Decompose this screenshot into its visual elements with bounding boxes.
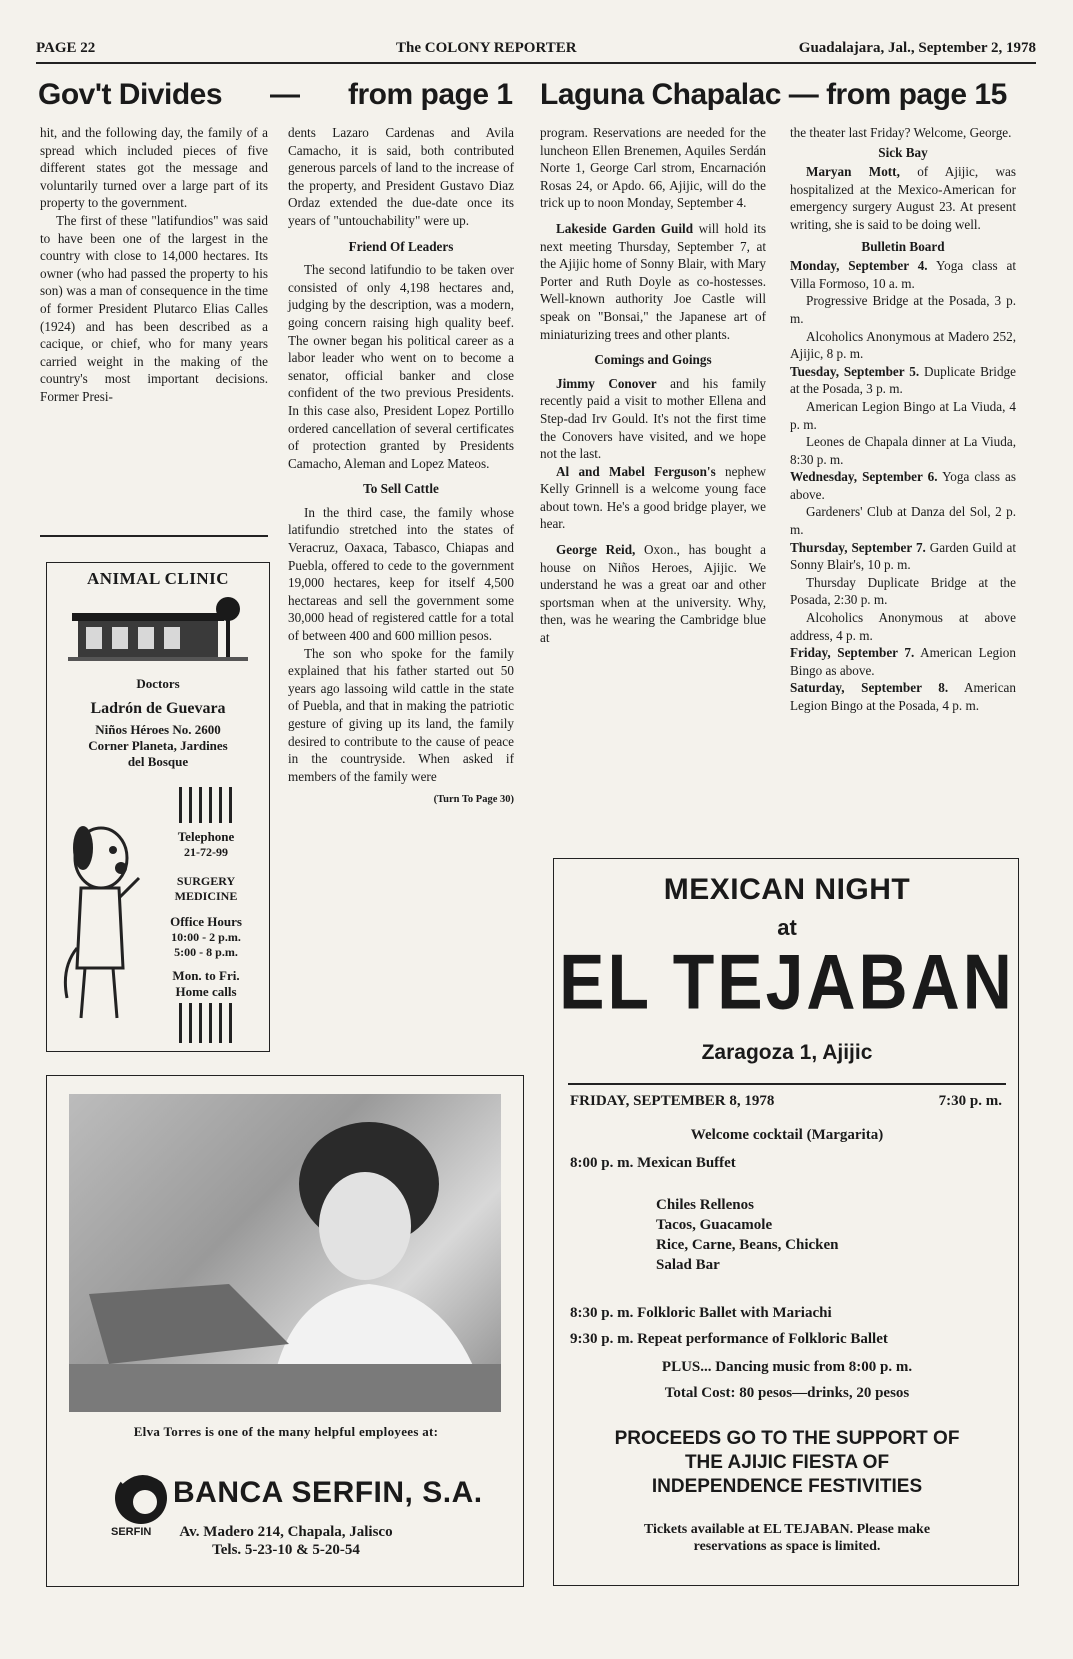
tickets-line: Tickets available at EL TEJABAN. Please make xyxy=(643,1522,931,1537)
menu-item: Rice, Carne, Beans, Chicken xyxy=(656,1237,839,1253)
serfin-logo-icon xyxy=(111,1468,171,1528)
bulletin-text: Yoga class as above. xyxy=(790,469,1016,502)
clinic-address-2: Corner Planeta, Jardines xyxy=(88,738,228,753)
masthead xyxy=(36,36,1036,62)
bold-name: Jimmy Conover xyxy=(556,375,657,391)
employee-photo xyxy=(69,1094,501,1412)
bulletin-entry xyxy=(790,292,1016,327)
ad-ballet: 8:30 p. m. Folkloric Ballet with Mariachi xyxy=(570,1305,832,1321)
bulletin-entry xyxy=(790,257,1016,292)
bulletin-day: Monday, September 4. xyxy=(790,258,928,274)
laguna-column-4 xyxy=(790,124,1016,715)
menu-item: Salad Bar xyxy=(656,1257,720,1273)
ad-date: FRIDAY, SEPTEMBER 8, 1978 xyxy=(570,1093,775,1109)
dateline: Guadalajara, Jal., September 2, 1978 xyxy=(798,40,1036,56)
clinic-title: ANIMAL CLINIC xyxy=(86,569,230,588)
page-number: PAGE 22 xyxy=(36,40,96,56)
photo-caption: Elva Torres is one of the many helpful employees at: xyxy=(133,1424,439,1439)
clinic-address-3: del Bosque xyxy=(127,754,189,769)
banca-serfin-ad xyxy=(46,1075,524,1587)
ad-address: Zaragoza 1, Ajijic xyxy=(701,1041,873,1064)
ad-repeat: 9:30 p. m. Repeat performance of Folkloric Ballet xyxy=(570,1331,888,1347)
bulletin-text: Alcoholics Anonymous at above address, 4 p. m. xyxy=(790,610,1016,643)
bulletin-text: Gardeners' Club at Danza del Sol, 2 p. m. xyxy=(790,504,1016,538)
paragraph-text: and his family recently paid a visit to mother Ellena and Step-dad Irv Gould. It's not the first time the Conovers have visited, and we hope not the last. xyxy=(540,375,767,462)
govt-column-1 xyxy=(40,124,268,406)
subhead-comings-and-goings: Comings and Goings xyxy=(594,352,712,368)
animal-clinic-ad xyxy=(46,562,270,1052)
clinic-doctor-name: Ladrón de Guevara xyxy=(90,700,226,717)
bulletin-entry xyxy=(790,574,1016,609)
barcode-decoration-bottom xyxy=(177,1003,237,1043)
clinic-medicine: MEDICINE xyxy=(174,889,238,903)
paragraph-text: of Ajijic, was hospitalized at the Mexico-American for emergency surgery August 23. At present writing, she is said to be doing well. xyxy=(790,164,1016,232)
clinic-building-illustration xyxy=(68,597,248,663)
paragraph: hit, and the following day, the family of a spread which included pieces of five different states got the message and voluntarily turned over a large part of its property to the government. xyxy=(40,125,268,211)
bulletin-entry xyxy=(790,609,1016,644)
clinic-hours-label: Office Hours xyxy=(170,914,242,929)
ad-tickets xyxy=(554,1521,1020,1555)
laguna-headline: Laguna Chapalac — from page 15 xyxy=(540,78,1007,111)
subhead-sick-bay: Sick Bay xyxy=(878,144,928,160)
dog-doctor-cartoon xyxy=(61,818,145,1028)
headline-dash: — xyxy=(270,78,300,111)
turn-to-page: (Turn To Page 30) xyxy=(433,794,514,806)
bulletin-entry xyxy=(790,644,1016,679)
ad-welcome: Welcome cocktail (Margarita) xyxy=(690,1127,884,1143)
paragraph-text: will hold its next meeting Thursday, September 7, at the Ajijic home of Sonny Blair, with Mary Porter and Ruth Doyle as co-hostesses. Well-known authority Joe Castle will speak on "Bonsai," the Japanese art of miniaturizing trees and other plants. xyxy=(540,220,767,342)
proceeds-line: THE AJIJIC FIESTA OF xyxy=(684,1452,890,1473)
subhead-to-sell-cattle: To Sell Cattle xyxy=(363,481,439,497)
clinic-hours-2: 5:00 - 8 p.m. xyxy=(174,945,238,959)
bulletin-text: Thursday Duplicate Bridge at the Posada, 2:30 p. m. xyxy=(790,574,1016,608)
bulletin-day: Tuesday, September 5. xyxy=(790,363,920,379)
paragraph: The second latifundio to be taken over consisted of only 4,198 hectares and, judging by the description, was a modern, going concern raising high quality beef. The owner began his political career as a labor leader who went on to become a senator, official banker and close confident of the two previous Presidents. In this case also, President Lopez Portillo ordered cancellation of several certificates of protection granted by Presidents Camacho, Aleman and Lopez Mateos. xyxy=(288,262,514,471)
paper-name: The COLONY REPORTER xyxy=(396,40,577,56)
paragraph: The first of these "latifundios" was said to have been one of the largest in the country with close to 14,000 hectares. Its owner (who had passed the property to his son) was a man of consequence in the time of former President Plutarco Elias Calles (1924) and has been described as a cacique, or chief, who for many years carried weight in the making of the country's most important decisions. Former Presi- xyxy=(40,212,268,404)
paragraph-text: nephew Kelly Grinnell is a welcome young face about town. He's a good bridge player, we hear. xyxy=(540,463,767,532)
bulletin-entry xyxy=(790,679,1016,714)
bulletin-text: Duplicate Bridge at the Posada, 3 p. m. xyxy=(790,363,1016,397)
bold-name: Maryan Mott, xyxy=(806,164,900,180)
clinic-address-1: Niños Héroes No. 2600 xyxy=(95,722,221,737)
bold-name: George Reid, xyxy=(556,542,636,558)
bank-address: Av. Madero 214, Chapala, Jalisco xyxy=(179,1524,393,1540)
paragraph: In the third case, the family whose latifundio stretched into the states of Veracruz, Oaxaca, Tabasco, Chiapas and Puebla, offered to cede to the government 19,000 hectares, keep for itself 4,500 hectareas and sell the government some 30,000 head of registered cattle for a total of between 400 and 600 million pesos. xyxy=(288,504,514,644)
ad-title: MEXICAN NIGHT xyxy=(663,873,911,906)
bulletin-text: American Legion Bingo at La Viuda, 4 p. m. xyxy=(790,398,1016,432)
paragraph: The son who spoke for the family explained that his father started out 50 years ago lassoing wild cattle in the state of Puebla, and that in making the patriotic gesture of giving up its land, the family desired to contribute to the cause of peace in the countryside. When asked if members of the family were xyxy=(288,645,514,784)
el-tejaban-ad xyxy=(553,858,1019,1586)
menu-item: Tacos, Guacamole xyxy=(656,1217,773,1233)
bulletin-day: Wednesday, September 6. xyxy=(790,469,938,485)
ad-venue: EL TEJABAN xyxy=(559,938,1015,1026)
bulletin-entry xyxy=(790,363,1016,398)
ad-at: at xyxy=(777,915,797,940)
bold-name: Al and Mabel Ferguson's xyxy=(556,463,716,479)
bulletin-day: Friday, September 7. xyxy=(790,645,915,661)
bulletin-entry xyxy=(790,468,1016,503)
bulletin-day: Saturday, September 8. xyxy=(790,680,949,696)
clinic-hours-1: 10:00 - 2 p.m. xyxy=(171,930,241,944)
subhead-friend-of-leaders: Friend Of Leaders xyxy=(348,238,454,254)
ad-time: 7:30 p. m. xyxy=(938,1093,1002,1109)
bulletin-text: American Legion Bingo as above. xyxy=(790,645,1016,678)
bulletin-entry xyxy=(790,539,1016,574)
bulletin-entry xyxy=(790,503,1016,538)
paragraph-text: Oxon., has bought a house on Niños Heroes, Ajijic. We understand he was a great oar and other sportsman when at the university. Why, then, was he wearing the Cambridge blue at xyxy=(540,542,766,646)
bold-name: Lakeside Garden Guild xyxy=(556,220,694,236)
govt-jump: from page 1 xyxy=(348,78,513,111)
clinic-telephone-label: Telephone xyxy=(177,829,235,844)
bulletin-entry xyxy=(790,328,1016,363)
proceeds-line: PROCEEDS GO TO THE SUPPORT OF xyxy=(614,1428,960,1449)
paragraph: program. Reservations are needed for the luncheon Ellen Brenemen, Aquiles Serdán Norte 1, George Carl strom, Encarnación Rosas 24, or Apdo. 66, Ajijic, will do the trick up to noon Monday, September 4. xyxy=(540,125,766,211)
paragraph: the theater last Friday? Welcome, George. xyxy=(790,125,1012,140)
bulletin-text: Yoga class at Villa Formoso, 10 a. m. xyxy=(790,258,1017,291)
clinic-home-calls: Home calls xyxy=(175,984,237,999)
bank-telephones: Tels. 5-23-10 & 5-20-54 xyxy=(212,1542,360,1558)
ad-cost: Total Cost: 80 pesos—drinks, 20 pesos xyxy=(664,1385,910,1401)
ad-menu xyxy=(656,1195,839,1275)
govt-column-2 xyxy=(288,124,514,809)
bank-name: BANCA SERFIN, S.A. xyxy=(173,1476,483,1509)
divider xyxy=(40,535,268,537)
tickets-line: reservations as space is limited. xyxy=(693,1539,881,1554)
bulletin-day: Thursday, September 7. xyxy=(790,539,926,555)
bulletin-entry xyxy=(790,433,1016,468)
ad-proceeds xyxy=(554,1427,1020,1499)
serfin-logo-word: SERFIN xyxy=(111,1526,152,1538)
employee-photo-illustration xyxy=(69,1094,501,1412)
menu-item: Chiles Rellenos xyxy=(656,1197,754,1213)
bulletin-text: American Legion Bingo at the Posada, 4 p. m. xyxy=(790,680,1016,713)
bulletin-board-list xyxy=(790,257,1016,714)
bulletin-text: Alcoholics Anonymous at Madero 252, Ajijic, 8 p. m. xyxy=(790,328,1016,362)
bulletin-text: Garden Guild at Sonny Blair's, 10 p. m. xyxy=(790,539,1016,573)
proceeds-line: INDEPENDENCE FESTIVITIES xyxy=(651,1476,923,1497)
clinic-doctors: Doctors xyxy=(136,676,180,691)
ad-plus: PLUS... Dancing music from 8:00 p. m. xyxy=(661,1359,913,1375)
ad-buffet: 8:00 p. m. Mexican Buffet xyxy=(570,1155,736,1171)
masthead-rule xyxy=(36,62,1036,64)
clinic-telephone: 21-72-99 xyxy=(184,845,228,859)
bulletin-text: Progressive Bridge at the Posada, 3 p. m. xyxy=(790,293,1016,326)
clinic-days: Mon. to Fri. xyxy=(172,968,240,983)
govt-headline: Gov't Divides xyxy=(38,78,223,111)
paragraph: dents Lazaro Cardenas and Avila Camacho, it is said, both contributed generous parcels of land to the increase of the property, and President Gustavo Diaz Ordaz extended the due-date once its years of "untouchability" were up. xyxy=(288,125,514,228)
bulletin-text: Leones de Chapala dinner at La Viuda, 8:30 p. m. xyxy=(790,434,1016,467)
laguna-column-3 xyxy=(540,124,766,647)
barcode-decoration-top xyxy=(177,787,237,823)
ad-divider xyxy=(568,1083,1006,1085)
subhead-bulletin-board: Bulletin Board xyxy=(861,238,945,254)
bulletin-entry xyxy=(790,398,1016,433)
clinic-surgery: SURGERY xyxy=(176,874,236,888)
